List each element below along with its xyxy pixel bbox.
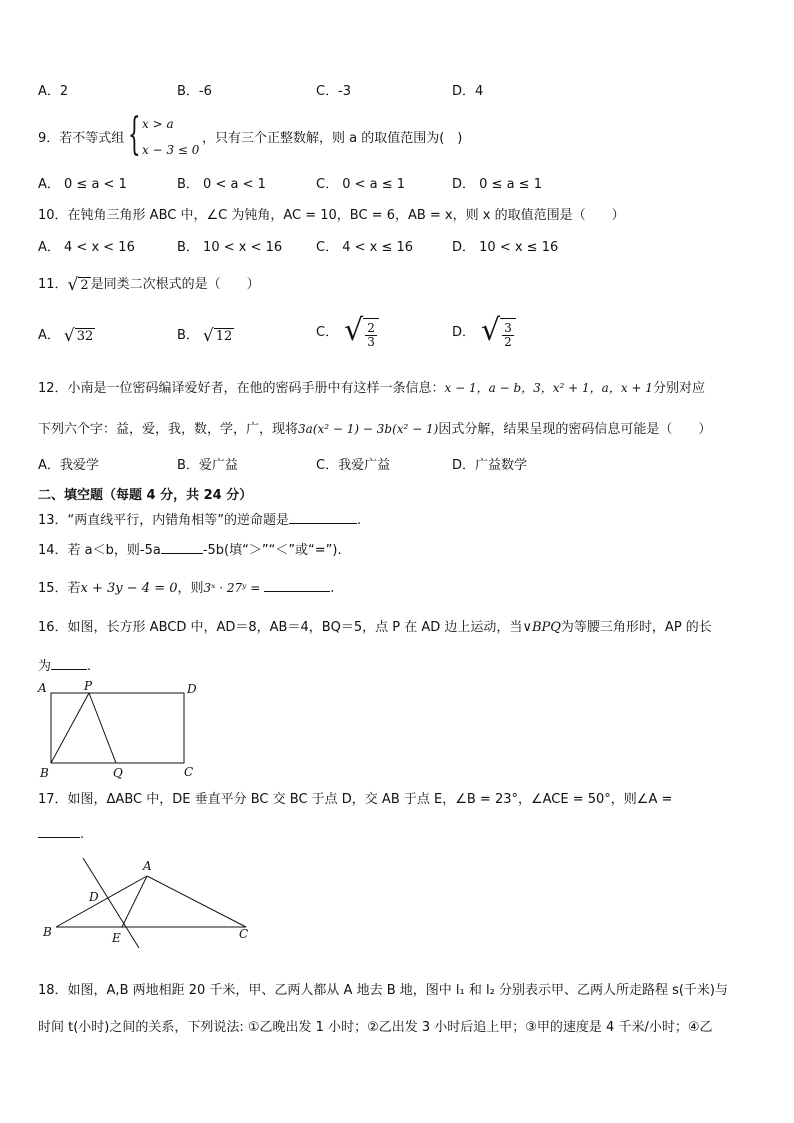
q15-tail: . [330, 581, 335, 596]
q9-prefix: 9．若不等式组 [38, 131, 125, 146]
q8-option-d: D．4 [452, 84, 484, 99]
q11-option-d-den: 2 [504, 335, 512, 349]
q11-option-a-label: A． [38, 328, 60, 343]
q10-option-b: B． 10 < x < 16 [177, 240, 283, 255]
q16-label-q: Q [113, 766, 123, 780]
q11-option-a-sqrt: √ 32 [63, 326, 94, 346]
q16-label-c: C [184, 765, 194, 779]
q16-label-a: A [38, 681, 47, 695]
q11-option-b-label: B． [177, 328, 199, 343]
q14-answer-blank[interactable] [161, 540, 203, 554]
q12-option-b: B．爱广益 [177, 458, 238, 473]
q11-option-c-sqrt: √ $\frac{2}{3}$ [344, 316, 379, 349]
q11-option-b-sqrt: √ 12 [202, 326, 233, 346]
q11-option-c-label: C． [316, 324, 339, 340]
q18-line-1: 18．如图，A,B 两地相距 20 千米，甲、乙两人都从 A 地去 B 地，图中 l₁ 和 l₂ 分别表示甲、乙两人所走路程 s(千米)与 [38, 983, 728, 998]
q15-mid: ，则 [177, 581, 204, 596]
q16-rectangle-figure [36, 678, 206, 782]
q13-answer-blank[interactable] [289, 510, 357, 524]
q16-segment-bp [51, 693, 89, 763]
q8-option-b: B．-6 [177, 84, 212, 99]
q17-tail: . [80, 827, 85, 842]
q12-line-2-text: 下列六个字：益，爱，我，数，学，广，现将 [38, 422, 299, 437]
q16-label-d: D [187, 682, 197, 696]
q16-label-p: P [84, 679, 93, 693]
q16-answer-blank[interactable] [51, 656, 87, 670]
q12-line-1-tail: 分别对应 [652, 381, 705, 396]
q12-line-1 [38, 379, 705, 398]
q11-sqrt-2: √ 2 [67, 275, 89, 295]
q11-option-a-radicand: 32 [76, 329, 94, 344]
q17-segment-ea [122, 876, 147, 927]
q17-label-c: C [239, 927, 249, 941]
q17-line-2 [38, 824, 84, 844]
q11-option-c [316, 313, 379, 349]
q12-option-d: D．广益数学 [452, 458, 528, 473]
q11-option-b [177, 327, 234, 345]
q17-triangle-figure [36, 852, 256, 952]
q11-radicand: 2 [80, 278, 89, 293]
q16-line-1 [38, 619, 712, 637]
q16-segment-pq [89, 693, 116, 763]
q17-label-b: B [43, 925, 52, 939]
q16-line-2 [38, 656, 91, 676]
q11-option-c-num: 2 [367, 321, 375, 335]
q14 [38, 540, 342, 560]
q11-prefix: 11． [38, 277, 68, 292]
q11-option-d-label: D． [452, 324, 476, 340]
q9-brace: { [128, 109, 141, 160]
q9-inequality-2: x − 3 ≤ 0 [142, 143, 200, 157]
q11-suffix: 是同类二次根式的是（ ） [90, 277, 260, 292]
q16-tail: . [87, 659, 92, 674]
q15-answer-blank[interactable] [264, 578, 330, 592]
q15-math-2: 3ˣ · 27ʸ = [203, 581, 261, 595]
q15 [38, 578, 334, 598]
q17-answer-blank[interactable] [38, 824, 80, 838]
q10-text: 10．在钝角三角形 ABC 中，∠C 为钝角，AC = 10，BC = 6，AB = x，则 x 的取值范围是（ ） [38, 208, 625, 223]
q13-text: 13．“两直线平行，内错角相等”的逆命题是 [38, 513, 290, 528]
q16-label-b: B [40, 766, 49, 780]
q17-segment-ba [56, 876, 147, 927]
q9-option-a: A． 0 ≤ a < 1 [38, 177, 127, 192]
q17-label-a: A [143, 859, 152, 873]
q15-text: 15．若 [38, 581, 81, 596]
q12-line-1-math: x − 1，a − b，3，x² + 1，a，x + 1 [444, 381, 653, 395]
q16-line-1-math: ∨BPQ [522, 620, 561, 635]
q15-math: x + 3y − 4 = 0 [80, 581, 178, 596]
q11-option-b-radicand: 12 [215, 329, 233, 344]
q16-line-2-text: 为 [38, 659, 52, 674]
q17-label-d: D [89, 890, 99, 904]
q11-option-d-num: 3 [504, 321, 512, 335]
q16-rect-abcd [51, 693, 184, 763]
q14-tail: -5b(填“＞”“＜”或“=”). [202, 543, 342, 558]
q16-line-1-tail: 为等腰三角形时，AP 的长 [560, 620, 712, 635]
q14-text: 14．若 a＜b，则-5a [38, 543, 161, 558]
q17-segment-ac [147, 876, 246, 927]
section-heading-fill-in: 二、填空题（每题 4 分，共 24 分） [38, 488, 253, 503]
q9-suffix: ，只有三个正整数解，则 a 的取值范围为( ) [202, 131, 463, 146]
q13-tail: . [357, 513, 362, 528]
q10-option-d: D． 10 < x ≤ 16 [452, 240, 559, 255]
q9-option-d: D． 0 ≤ a ≤ 1 [452, 177, 542, 192]
q11-stem [38, 276, 260, 294]
q10-option-a: A． 4 < x < 16 [38, 240, 135, 255]
q12-line-2-math: 3a(x² − 1) − 3b(x² − 1) [298, 422, 439, 436]
q12-line-2 [38, 420, 711, 439]
q11-option-c-den: 3 [367, 335, 375, 349]
q12-line-2-tail: 因式分解，结果呈现的密码信息可能是（ ） [438, 422, 712, 437]
q16-line-1-text: 16．如图，长方形 ABCD 中，AD＝8，AB＝4，BQ＝5，点 P 在 AD 边上运动，当 [38, 620, 523, 635]
q17-label-e: E [112, 931, 121, 945]
q8-option-c: C．-3 [316, 84, 352, 99]
q8-option-a: A．2 [38, 84, 69, 99]
q11-option-d [452, 313, 516, 349]
q9-option-c: C． 0 < a ≤ 1 [316, 177, 406, 192]
q18-line-2: 时间 t(小时)之间的关系，下列说法: ①乙晚出发 1 小时；②乙出发 3 小时后追上甲；③甲的速度是 4 千米/小时；④乙 [38, 1020, 713, 1035]
q9-inequality-1: x > a [142, 117, 174, 131]
q12-option-c: C．我爱广益 [316, 458, 391, 473]
q11-option-d-sqrt: √ $\frac{3}{2}$ [481, 316, 516, 349]
q17-line-1: 17．如图，ΔABC 中，DE 垂直平分 BC 交 BC 于点 D，交 AB 于点 E，∠B = 23°，∠ACE = 50°，则∠A = [38, 792, 673, 807]
q13 [38, 510, 361, 530]
q10-option-c: C． 4 < x ≤ 16 [316, 240, 414, 255]
q11-option-a [38, 327, 95, 345]
q9-option-b: B． 0 < a < 1 [177, 177, 266, 192]
q12-line-1-text: 12．小南是一位密码编译爱好者，在他的密码手册中有这样一条信息： [38, 381, 445, 396]
q12-option-a: A．我爱学 [38, 458, 99, 473]
